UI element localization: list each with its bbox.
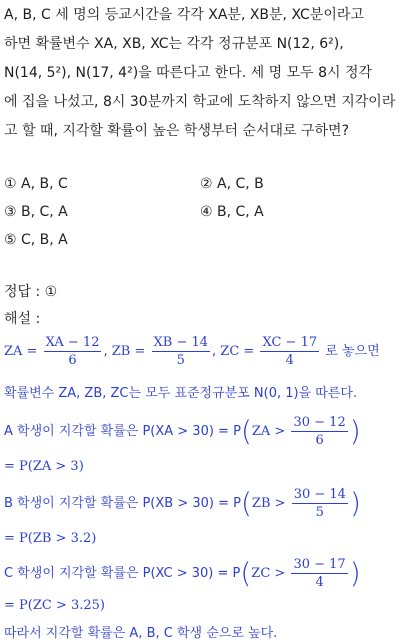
za-denominator: 6 <box>68 353 77 368</box>
c-result: = P(ZC > 3.25) <box>4 598 105 613</box>
b-z-lhs: ZB > <box>251 496 286 511</box>
question-line-3: N(14, 5²), N(17, 4²)을 따른다고 한다. 세 명 모두 8시 정각 <box>4 65 373 81</box>
a-numerator: 30 − 12 <box>293 415 346 430</box>
a-z-lhs: ZA > <box>251 424 286 439</box>
left-paren-icon: ( <box>240 556 252 590</box>
right-paren-icon: ) <box>349 414 361 448</box>
question-line-4: 에 집을 나섰고, 8시 30분까지 학교에 도착하지 않으면 지각이라 <box>4 94 396 110</box>
zc-denominator: 4 <box>285 353 294 368</box>
option-5[interactable]: ⑤ C, B, A <box>4 232 68 248</box>
b-fraction <box>292 486 348 521</box>
zb-fraction <box>152 334 211 369</box>
zb-lhs: ZB = <box>111 344 146 359</box>
za-fraction <box>44 334 102 369</box>
right-paren-icon: ) <box>349 486 361 520</box>
option-3[interactable]: ③ B, C, A <box>4 204 68 220</box>
a-probability-text: A 학생이 지각할 확률은 P(XA > 30) = P <box>4 424 241 439</box>
option-1[interactable]: ① A, B, C <box>4 176 68 192</box>
c-fraction <box>291 556 347 591</box>
c-numerator: 30 − 17 <box>293 557 346 572</box>
zb-denominator: 5 <box>176 353 185 368</box>
a-denominator: 6 <box>315 433 324 448</box>
b-probability-text: B 학생이 지각할 확률은 P(XB > 30) = P <box>4 496 241 511</box>
right-paren-icon: ) <box>349 556 361 590</box>
c-probability-line <box>4 556 361 591</box>
left-paren-icon: ( <box>240 414 252 448</box>
b-denominator: 5 <box>315 505 324 520</box>
question-line-1: A, B, C 세 명의 등교시간을 각각 XA분, XB분, XC분이라고 <box>4 7 364 23</box>
b-result: = P(ZB > 3.2) <box>4 531 97 546</box>
left-paren-icon: ( <box>240 486 252 520</box>
zc-lhs: ZC = <box>220 344 255 359</box>
option-4[interactable]: ④ B, C, A <box>200 204 264 220</box>
z-definitions: ZA = $\frac{XA - 12}{6}$ , ZB = $\frac{XB - 14}{5}$ , ZC = $\frac{XC - 17}{4}$ 로 놓으면 <box>4 335 380 368</box>
a-probability-line <box>4 414 361 449</box>
z-suffix: 로 놓으면 <box>325 344 380 359</box>
question-line-5: 고 할 때, 지각할 확률이 높은 학생부터 순서대로 구하면? <box>4 123 350 139</box>
c-probability-text: C 학생이 지각할 확률은 P(XC > 30) = P <box>4 566 241 581</box>
zc-numerator: XC − 17 <box>262 335 318 350</box>
explanation-label: 해설 : <box>4 311 41 327</box>
conclusion: 따라서 지각할 확률은 A, B, C 학생 순으로 높다. <box>4 626 278 641</box>
standard-normal-line: 확률변수 ZA, ZB, ZC는 모두 표준정규분포 N(0, 1)을 따른다. <box>4 386 358 401</box>
c-z-lhs: ZC > <box>251 566 286 581</box>
a-result: = P(ZA > 3) <box>4 459 84 474</box>
a-fraction <box>291 414 347 449</box>
za-numerator: XA − 12 <box>45 335 100 350</box>
question-line-2: 하면 확률변수 XA, XB, XC는 각각 정규분포 N(12, 6²), <box>4 36 344 52</box>
option-2[interactable]: ② A, C, B <box>200 176 264 192</box>
c-denominator: 4 <box>315 575 324 590</box>
zc-fraction <box>260 334 319 369</box>
za-lhs: ZA = <box>4 344 38 359</box>
zb-numerator: XB − 14 <box>153 335 209 350</box>
b-numerator: 30 − 14 <box>293 487 346 502</box>
answer-label: 정답 : ① <box>4 284 58 300</box>
b-probability-line <box>4 486 361 521</box>
